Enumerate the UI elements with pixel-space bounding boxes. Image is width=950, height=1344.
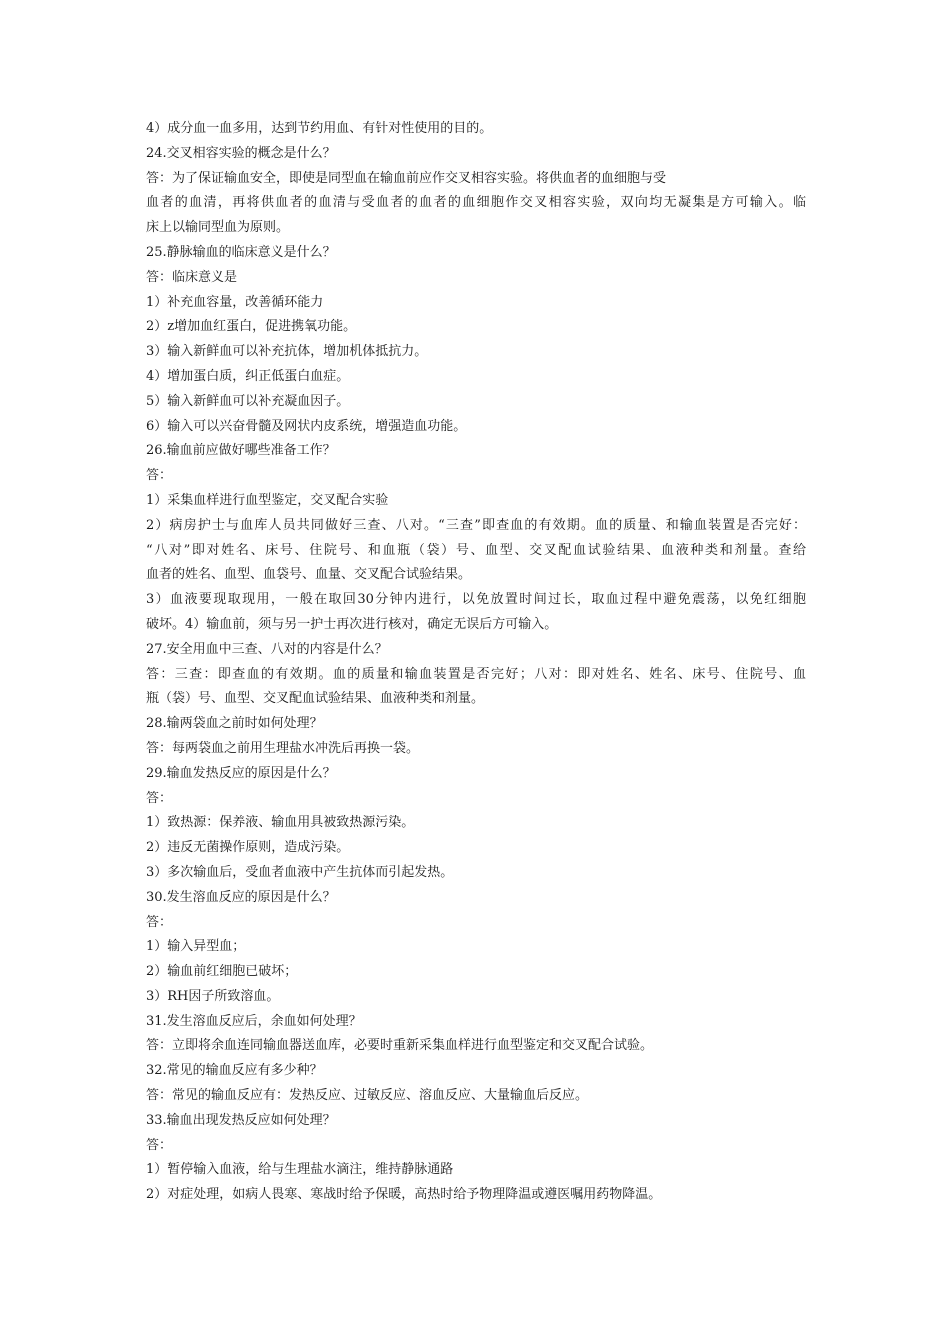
question-heading: 31.发生溶血反应后，余血如何处理？ [146,1013,362,1029]
text-line: 3）多次输血后，受血者血液中产生抗体而引起发热。 [146,864,454,880]
text-line: 答：立即将余血连同输血器送血库，必要时重新采集血样进行血型鉴定和交叉配合试验。 [146,1038,654,1054]
text-line: 2）z增加血红蛋白，促进携氧功能。 [146,319,357,335]
text-line: 答： [146,468,173,484]
text-line: 3）输入新鲜血可以补充抗体，增加机体抵抗力。 [146,344,428,360]
document-page [146,117,806,1208]
text-line: 答：三查：即查血的有效期。血的质量和输血装置是否完好；八对：即对姓名、姓名、床号、住院号、血 [146,666,806,682]
text-line: 血者的血清，再将供血者的血清与受血者的血者的血细胞作交叉相容实验，双向均无凝集是方可输入。临 [146,195,806,211]
text-line: 2）违反无菌操作原则，造成污染。 [146,840,350,856]
text-line: 1）补充血容量，改善循环能力 [146,294,324,310]
text-line: 答：常见的输血反应有：发热反应、过敏反应、溶血反应、大量输血后反应。 [146,1088,589,1104]
text-line: 2）病房护士与血库人员共同做好三查、八对。“三查”即查血的有效期。血的质量、和输血装置是否完好： [146,517,806,533]
question-heading: 25.静脉输血的临床意义是什么？ [146,244,336,260]
text-line: 3）血液要现取现用，一般在取回30分钟内进行，以免放置时间过长，取血过程中避免震荡，以免红细胞 [146,592,806,608]
text-line: 2）输血前红细胞已破坏； [146,964,298,980]
text-line: 4）增加蛋白质，纠正低蛋白血症。 [146,368,350,384]
question-heading: 33.输血出现发热反应如何处理？ [146,1112,336,1128]
text-line: 答： [146,914,173,930]
text-line: 答：每两袋血之前用生理盐水冲洗后再换一袋。 [146,740,420,756]
text-line: 1）采集血样进行血型鉴定，交叉配合实验 [146,492,389,508]
text-line: 瓶（袋）号、血型、交叉配血试验结果、血液种类和剂量。 [146,691,485,707]
text-line: 4）成分血一血多用，达到节约用血、有针对性使用的目的。 [146,121,493,136]
text-line: 3）RH因子所致溶血。 [146,988,280,1004]
text-line: 答：为了保证输血安全，即使是同型血在输血前应作交叉相容实验。将供血者的血细胞与受 [146,170,667,186]
question-heading: 26.输血前应做好哪些准备工作？ [146,443,336,459]
text-line: “八对”即对姓名、床号、住院号、和血瓶（袋）号、血型、交叉配血试验结果、血液种类和剂量。查给 [146,542,806,558]
text-line: 1）致热源：保养液、输血用具被致热源污染。 [146,815,415,831]
question-heading: 27.安全用血中三查、八对的内容是什么？ [146,641,388,657]
text-line: 2）对症处理，如病人畏寒、寒战时给予保暖，高热时给予物理降温或遵医嘱用药物降温。 [146,1187,662,1203]
question-heading: 30.发生溶血反应的原因是什么？ [146,889,336,905]
text-line: 血者的姓名、血型、血袋号、血量、交叉配合试验结果。 [146,567,472,583]
question-heading: 32.常见的输血反应有多少种？ [146,1063,323,1079]
text-line: 1）输入异型血； [146,939,246,955]
text-line: 答： [146,1137,173,1153]
question-heading: 29.输血发热反应的原因是什么？ [146,765,336,781]
text-line: 5）输入新鲜血可以补充凝血因子。 [146,393,350,409]
text-line: 1）暂停输入血液，给与生理盐水滴注，维持静脉通路 [146,1162,454,1178]
question-heading: 28.输两袋血之前时如何处理？ [146,716,323,732]
text-line: 答：临床意义是 [146,269,238,285]
text-line: 6）输入可以兴奋骨髓及网状内皮系统，增强造血功能。 [146,418,467,434]
question-heading: 24.交叉相容实验的概念是什么？ [146,145,336,161]
text-line: 床上以输同型血为原则。 [146,220,290,236]
text-line: 破坏。4）输血前，须与另一护士再次进行核对，确定无误后方可输入。 [146,616,558,632]
text-line: 答： [146,790,173,806]
